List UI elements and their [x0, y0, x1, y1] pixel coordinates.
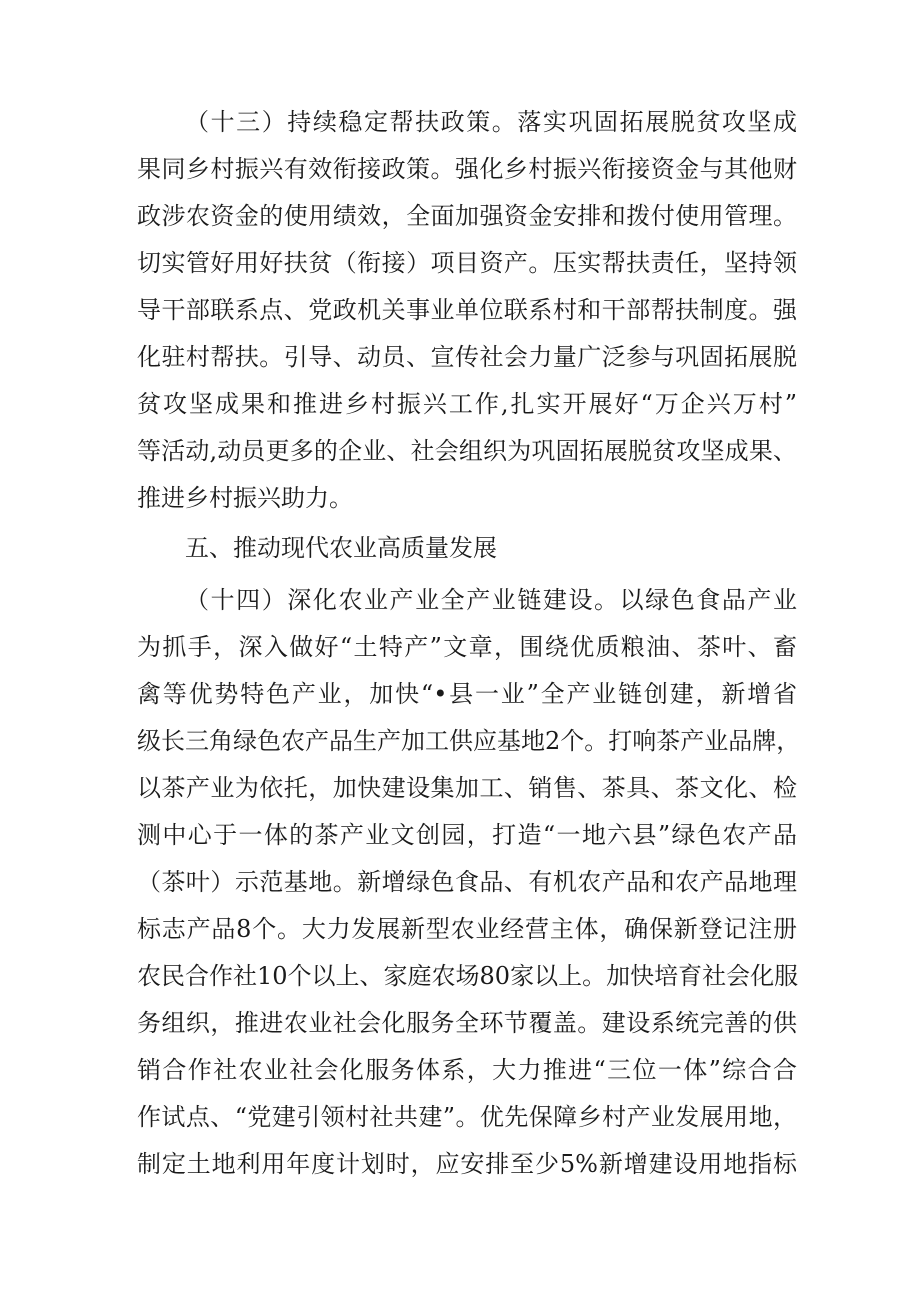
paragraph-13-line-9: 推进乡村振兴助力。 — [137, 484, 353, 512]
paragraph-14-line-9: 农民合作社10个以上、家庭农场80家以上。加快培育社会化服 — [137, 962, 799, 990]
paragraph-14-line-1: （十四）深化农业产业全产业链建设。以绿色食品产业 — [185, 586, 797, 614]
paragraph-14-line-13: 制定土地利用年度计划时，应安排至少5%新增建设用地指标 — [137, 1150, 797, 1178]
paragraph-14-line-3: 禽等优势特色产业，加快“•县一业”全产业链创建，新增省 — [137, 680, 797, 708]
section-heading: 五、推动现代农业高质量发展 — [185, 534, 497, 562]
paragraph-14-line-2: 为抓手，深入做好“土特产”文章，围绕优质粮油、茶叶、畜 — [137, 633, 797, 661]
paragraph-14-line-7: （茶叶）示范基地。新增绿色食品、有机农产品和农产品地理 — [137, 868, 797, 896]
paragraph-14-line-12: 作试点、“党建引领村社共建”。优先保障乡村产业发展用地， — [137, 1103, 797, 1131]
paragraph-13-line-4: 切实管好用好扶贫（衔接）项目资产。压实帮扶责任，坚持领 — [137, 249, 797, 277]
paragraph-13-line-7: 贫攻坚成果和推进乡村振兴工作,扎实开展好“万企兴万村” — [137, 390, 797, 418]
paragraph-13-line-3: 政涉农资金的使用绩效，全面加强资金安排和拨付使用管理。 — [137, 202, 797, 230]
paragraph-14-line-4: 级长三角绿色农产品生产加工供应基地2个。打响茶产业品牌， — [137, 727, 801, 755]
paragraph-13-line-5: 导干部联系点、党政机关事业单位联系村和干部帮扶制度。强 — [137, 296, 797, 324]
paragraph-13-line-1: （十三）持续稳定帮扶政策。落实巩固拓展脱贫攻坚成 — [185, 108, 797, 136]
paragraph-13-line-2: 果同乡村振兴有效衔接政策。强化乡村振兴衔接资金与其他财 — [137, 155, 797, 183]
paragraph-13-line-8: 等活动,动员更多的企业、社会组织为巩固拓展脱贫攻坚成果、 — [137, 437, 797, 465]
paragraph-14-line-8: 标志产品8个。大力发展新型农业经营主体，确保新登记注册 — [137, 915, 797, 943]
paragraph-14-line-11: 销合作社农业社会化服务体系，大力推进“三位一体”综合合 — [137, 1056, 797, 1084]
paragraph-13-line-6: 化驻村帮扶。引导、动员、宣传社会力量广泛参与巩固拓展脱 — [137, 343, 797, 371]
paragraph-14-line-10: 务组织，推进农业社会化服务全环节覆盖。建设系统完善的供 — [137, 1009, 797, 1037]
paragraph-14-line-6: 测中心于一体的茶产业文创园，打造“一地六县”绿色农产品 — [137, 821, 797, 849]
paragraph-14-line-5: 以茶产业为依托，加快建设集加工、销售、茶具、茶文化、检 — [137, 774, 797, 802]
